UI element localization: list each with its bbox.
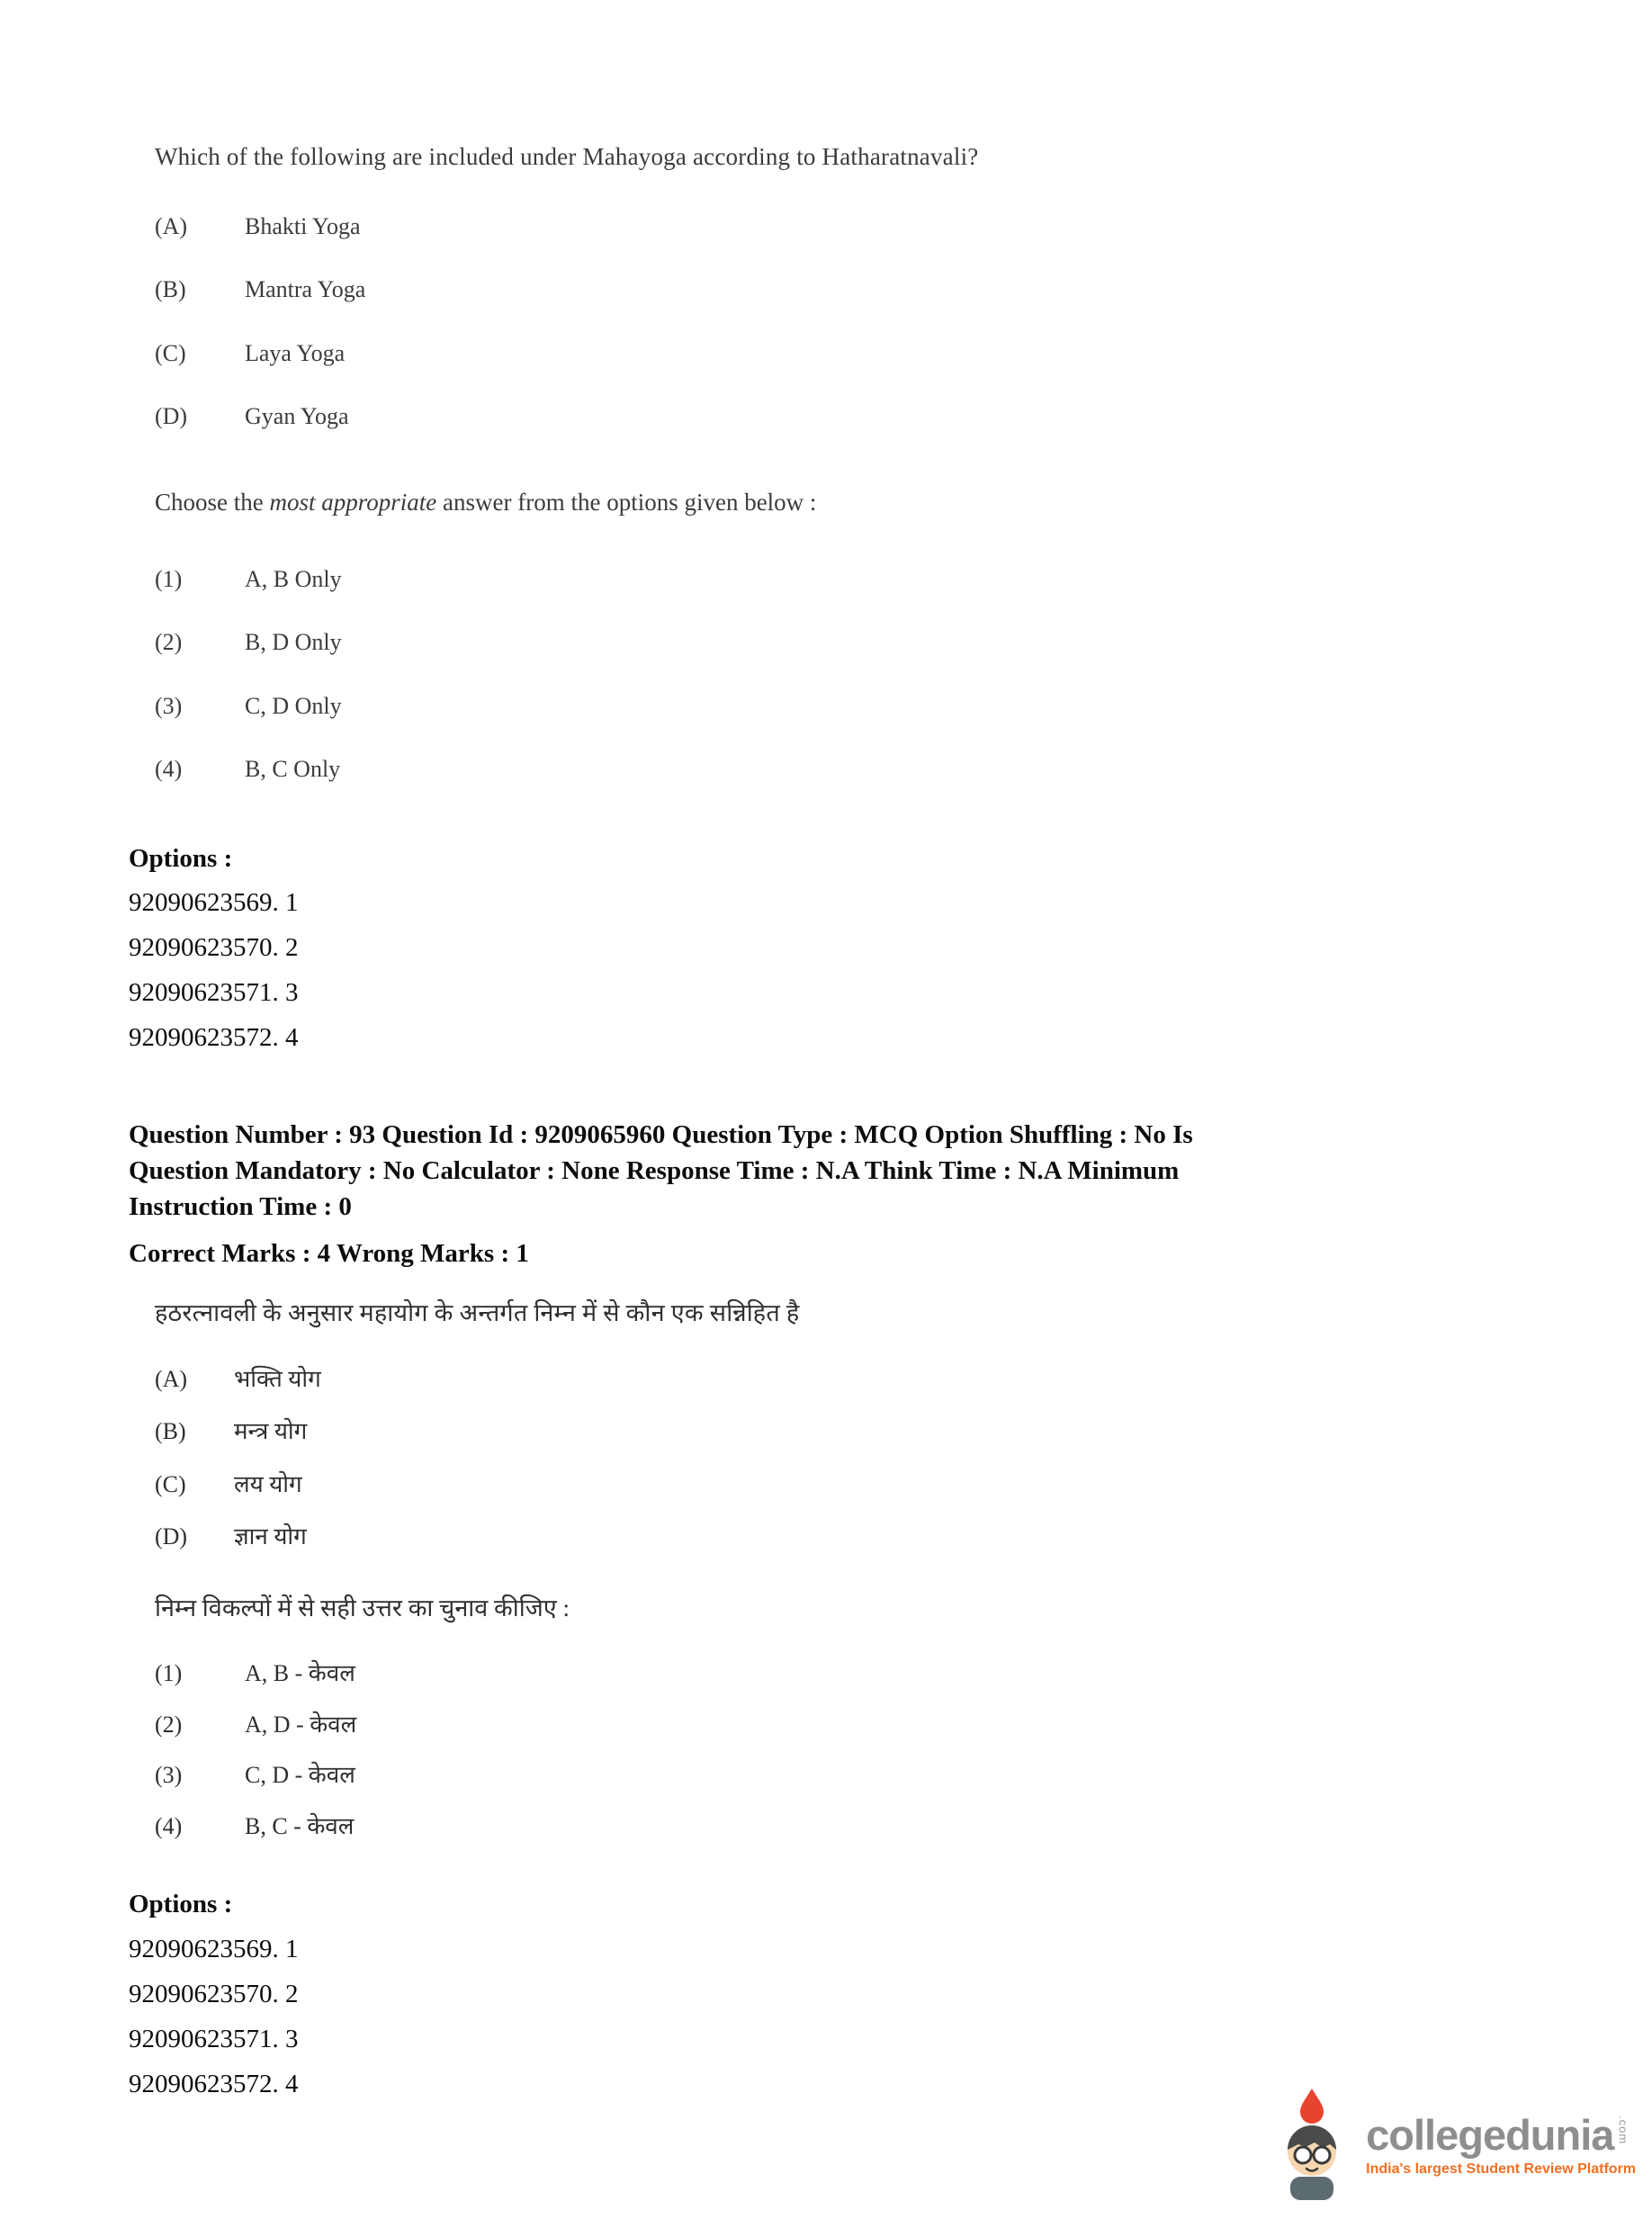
option-label: (B) (155, 276, 186, 303)
tagline-text: India's largest Student Review Platform (1366, 2161, 1636, 2177)
option-row (155, 1365, 1652, 1395)
option-id-item: 92090623571. 3 (129, 978, 299, 1008)
question-hi-section (155, 1298, 1652, 1842)
brand-row (1366, 2111, 1636, 2159)
question-metadata-line: Instruction Time : 0 (129, 1191, 352, 1221)
option-row (155, 402, 1652, 432)
option-row (155, 339, 1652, 369)
answer-list-en (155, 565, 1652, 785)
option-row (155, 275, 1652, 305)
answer-label: (4) (155, 1812, 183, 1839)
answer-label: (1) (155, 565, 183, 592)
answer-text: B, C - केवल (245, 1812, 355, 1839)
answer-label: (3) (155, 1762, 183, 1789)
answer-text: A, B Only (245, 565, 342, 592)
options-heading: Options : (129, 1890, 233, 1919)
option-id-item: 92090623570. 2 (129, 1980, 299, 2009)
option-id-item: 92090623570. 2 (129, 933, 299, 963)
answer-row (155, 1659, 1652, 1689)
answer-row (155, 628, 1652, 658)
option-row (155, 212, 1652, 242)
answer-row (155, 692, 1652, 722)
option-row (155, 1470, 1652, 1500)
option-label: (C) (155, 339, 186, 366)
option-id-item: 92090623571. 3 (129, 2025, 299, 2054)
collegedunia-logo (1270, 2087, 1636, 2205)
answer-label: (2) (155, 629, 183, 655)
option-label: (B) (155, 1418, 186, 1445)
answer-label: (4) (155, 756, 183, 782)
option-id-item: 92090623569. 1 (129, 1935, 299, 1964)
question-metadata-line: Question Number : 93 Question Id : 9209065960 Question Type : MCQ Option Shuffling : No Is (129, 1119, 1193, 1149)
options-heading: Options : (129, 843, 233, 873)
instruction-suffix: answer from the options given below : (436, 488, 817, 516)
mascot-icon (1270, 2087, 1353, 2205)
option-text: Mantra Yoga (245, 276, 366, 303)
answer-text: C, D Only (245, 692, 342, 719)
option-label: (C) (155, 1470, 186, 1497)
option-text: मन्त्र योग (234, 1418, 308, 1445)
answer-text: C, D - केवल (245, 1762, 355, 1789)
option-list-en (155, 212, 1652, 432)
question-metadata-line: Question Mandatory : No Calculator : None Response Time : N.A Think Time : N.A Minimum (129, 1155, 1180, 1185)
answer-row (155, 1761, 1652, 1791)
brand-tld: .com (1616, 2116, 1630, 2145)
option-id-item: 92090623569. 1 (129, 888, 299, 918)
answer-row (155, 755, 1652, 785)
answer-text: B, D Only (245, 629, 342, 655)
option-text: Gyan Yoga (245, 403, 349, 430)
option-text: Bhakti Yoga (245, 212, 361, 239)
question-text-en: Which of the following are included under Mahayoga according to Hatharatnavali? (155, 143, 979, 170)
question-metadata (129, 1117, 1652, 1271)
instruction-italic: most appropriate (269, 488, 437, 516)
answer-row (155, 565, 1652, 595)
instruction-line-en (155, 488, 1652, 518)
option-id-item: 92090623572. 4 (129, 1023, 299, 1052)
option-list-hi (155, 1365, 1652, 1552)
logo-text (1366, 2111, 1636, 2178)
answer-label: (2) (155, 1711, 183, 1738)
option-text: Laya Yoga (245, 339, 346, 366)
answer-row (155, 1711, 1652, 1740)
option-text: भक्ति योग (234, 1365, 321, 1392)
answer-row (155, 1812, 1652, 1842)
answer-list-hi (155, 1659, 1652, 1841)
instruction-prefix: Choose the (155, 488, 270, 516)
option-id-item: 92090623572. 4 (129, 2069, 299, 2098)
options-id-block-1 (129, 837, 1652, 1061)
answer-label: (3) (155, 692, 183, 719)
option-label: (D) (155, 403, 188, 430)
option-row (155, 1523, 1652, 1552)
option-label: (A) (155, 212, 188, 239)
answer-text: B, C Only (245, 756, 341, 782)
options-id-block-2 (129, 1882, 1652, 2107)
option-label: (A) (155, 1365, 188, 1392)
question-en-section (155, 0, 1652, 785)
answer-text: A, D - केवल (245, 1711, 357, 1738)
option-label: (D) (155, 1523, 188, 1550)
answer-text: A, B - केवल (245, 1660, 355, 1687)
question-text-hi: हठरत्नावली के अनुसार महायोग के अन्तर्गत निम्न में से कौन एक सन्निहित है (155, 1298, 800, 1326)
marks-line: Correct Marks : 4 Wrong Marks : 1 (129, 1238, 529, 1268)
option-row (155, 1417, 1652, 1447)
option-text: ज्ञान योग (234, 1523, 307, 1550)
option-text: लय योग (234, 1470, 302, 1497)
instruction-line-hi: निम्न विकल्पों में से सही उत्तर का चुनाव कीजिए : (155, 1594, 570, 1622)
answer-label: (1) (155, 1660, 183, 1687)
brand-text: collegedunia (1366, 2111, 1614, 2159)
